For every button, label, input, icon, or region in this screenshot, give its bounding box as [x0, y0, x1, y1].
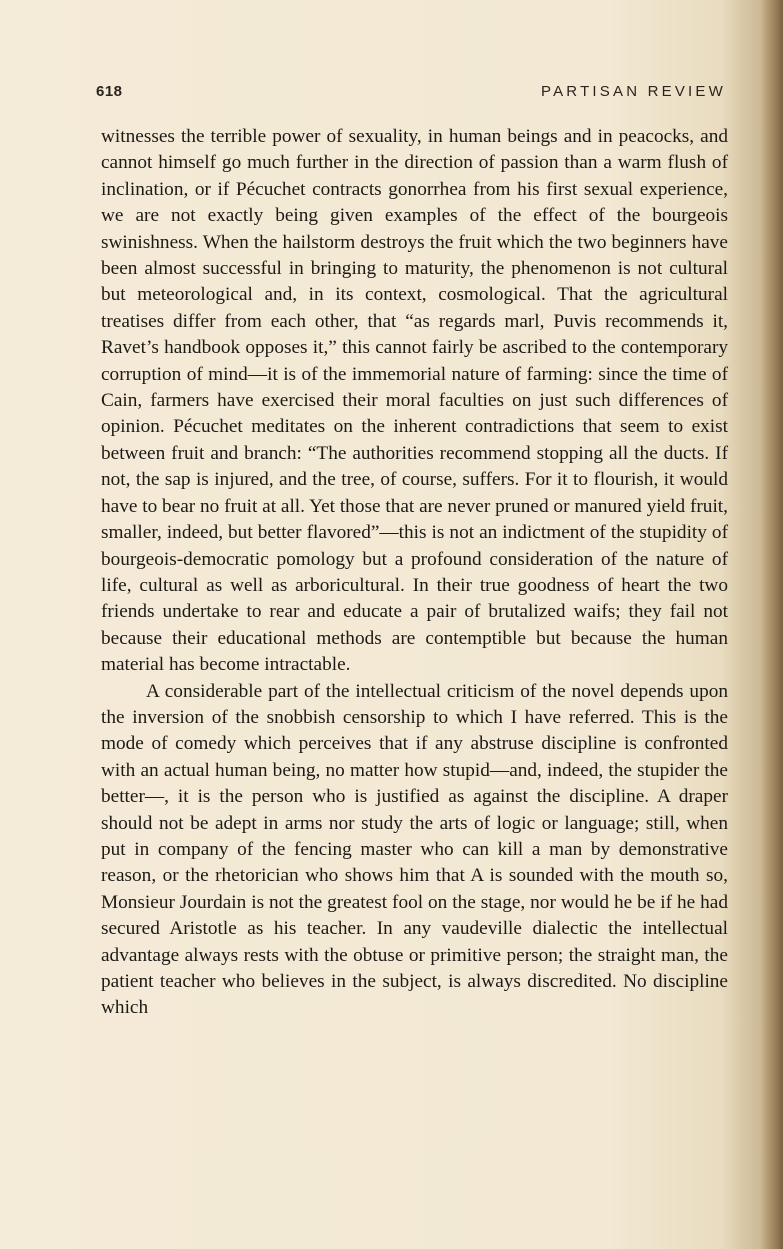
paragraph: witnesses the terrible power of sexuality, in human beings and in peacocks, and cannot himself go much further in the direction of passion than a warm flush of inclination, or if Pécuchet contracts gonorrhea from his first sexual experience, we are not exactly being given examples of the effect of the bourgeois swinishness. When the hailstorm destroys the fruit which the two beginners have been almost successful in bringing to maturity, the phenomenon is not cultural but meteorological and, in its context, cosmological. That the agricultural treatises differ from each other, that “as regards marl, Puvis recommends it, Ravet’s handbook opposes it,” this cannot fairly be ascribed to the contemporary corruption of mind—it is of the immemorial nature of farming: since the time of Cain, farmers have exercised their moral faculties on just such differences of opinion. Pécuchet meditates on the inherent contradictions that seem to exist between fruit and branch: “The authorities recommend stopping all the ducts. If not, the sap is injured, and the tree, of course, suffers. For it to flourish, it would have to bear no fruit at all. Yet those that are never pruned or manured yield fruit, smaller, indeed, but better flavored”—this is not an indictment of the stupidity of bourgeois-democratic pomology but a profound consideration of the nature of life, cultural as well as arboricultural. In their true goodness of heart the two friends undertake to rear and educate a pair of brutalized waifs; they fail not because their educational methods are contemptible but because the human material has become intractable. — [101, 126, 728, 676]
body-text — [101, 124, 728, 1022]
paragraph: A considerable part of the intellectual criticism of the novel depends upon the inversion of the snobbish censorship to which I have referred. This is the mode of comedy which perceives that if any abstruse discipline is confronted with an actual human being, no matter how stupid—and, indeed, the stupider the better—, it is the person who is justified as against the discipline. A draper should not be adept in arms nor study the arts of logic or language; still, when put in company of the fencing master who can kill a man by demonstrative reason, or the rhetorician who shows him that A is sounded with the mouth so, Monsieur Jourdain is not the greatest fool on the stage, nor would he be if he had secured Aristotle as his teacher. In any vaudeville dialectic the intellectual advantage always rests with the obtuse or primitive person; the straight man, the patient teacher who believes in the subject, is always discredited. No discipline which — [101, 680, 728, 1019]
page-gutter-shadow — [761, 0, 783, 1249]
page-number: 618 — [96, 83, 123, 100]
running-head: PARTISAN REVIEW — [541, 83, 726, 100]
page-header — [96, 83, 726, 105]
